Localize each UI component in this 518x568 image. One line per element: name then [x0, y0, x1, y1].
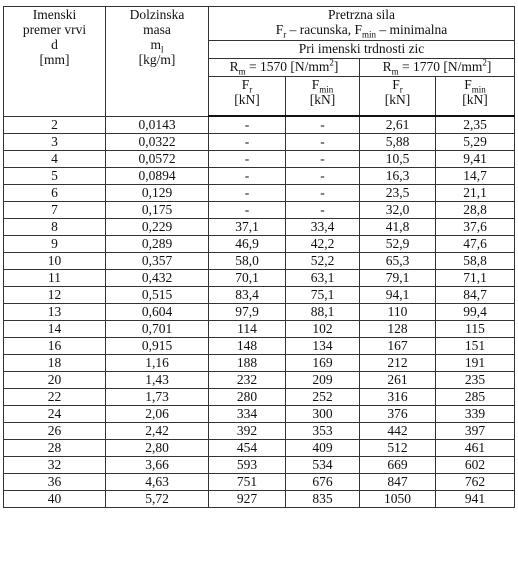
cell-mass: 2,42 — [106, 423, 209, 440]
cell-fmin-1570: 42,2 — [286, 236, 360, 253]
cell-fr-1570: - — [209, 168, 286, 185]
table-row — [4, 440, 515, 457]
cell-fmin-1570: 534 — [286, 457, 360, 474]
cell-fr-1770: 167 — [360, 338, 436, 355]
header-nominal-diameter: Imenski premer vrvi d [mm] — [4, 7, 106, 117]
cell-mass: 0,229 — [106, 219, 209, 236]
cell-fr-1770: 94,1 — [360, 287, 436, 304]
cell-diameter: 8 — [4, 219, 106, 236]
cell-fr-1570: 114 — [209, 321, 286, 338]
cell-diameter: 32 — [4, 457, 106, 474]
cell-fmin-1570: 209 — [286, 372, 360, 389]
cell-fr-1770: 512 — [360, 440, 436, 457]
cell-fr-1770: 52,9 — [360, 236, 436, 253]
cell-diameter: 28 — [4, 440, 106, 457]
cell-fr-1770: 442 — [360, 423, 436, 440]
table-row — [4, 406, 515, 423]
cell-diameter: 9 — [4, 236, 106, 253]
header-linear-mass: Dolzinska masa $m_l$ [kg/m] — [106, 7, 209, 117]
table-row — [4, 116, 515, 134]
table-row — [4, 236, 515, 253]
cell-diameter: 11 — [4, 270, 106, 287]
cell-fmin-1770: 602 — [436, 457, 515, 474]
cell-mass: 0,0894 — [106, 168, 209, 185]
cell-diameter: 40 — [4, 491, 106, 508]
table-row — [4, 304, 515, 321]
cell-fr-1570: - — [209, 151, 286, 168]
cell-fmin-1770: 235 — [436, 372, 515, 389]
cell-fmin-1570: - — [286, 168, 360, 185]
cell-fmin-1770: 21,1 — [436, 185, 515, 202]
table-row — [4, 185, 515, 202]
table-row — [4, 168, 515, 185]
cell-diameter: 26 — [4, 423, 106, 440]
cell-fr-1770: 376 — [360, 406, 436, 423]
rope-breaking-force-table-container — [3, 6, 514, 508]
cell-fmin-1770: 5,29 — [436, 134, 515, 151]
cell-fmin-1770: 14,7 — [436, 168, 515, 185]
table-row — [4, 253, 515, 270]
table-row — [4, 151, 515, 168]
cell-mass: 0,0572 — [106, 151, 209, 168]
cell-fr-1770: 41,8 — [360, 219, 436, 236]
cell-fmin-1770: 762 — [436, 474, 515, 491]
cell-fr-1570: 334 — [209, 406, 286, 423]
cell-fr-1570: 37,1 — [209, 219, 286, 236]
cell-fr-1570: 83,4 — [209, 287, 286, 304]
cell-fmin-1770: 99,4 — [436, 304, 515, 321]
cell-fmin-1570: 102 — [286, 321, 360, 338]
table-row — [4, 491, 515, 508]
cell-mass: 0,175 — [106, 202, 209, 219]
table-row — [4, 474, 515, 491]
header-rm-1570: $R_m = 1570$ $[N/mm^2]$ — [209, 59, 360, 77]
cell-fmin-1570: 353 — [286, 423, 360, 440]
cell-fr-1770: 16,3 — [360, 168, 436, 185]
cell-mass: 4,63 — [106, 474, 209, 491]
cell-mass: 0,357 — [106, 253, 209, 270]
table-row — [4, 270, 515, 287]
cell-diameter: 36 — [4, 474, 106, 491]
cell-fmin-1570: 88,1 — [286, 304, 360, 321]
cell-fr-1570: - — [209, 134, 286, 151]
cell-fmin-1770: 2,35 — [436, 116, 515, 134]
cell-fmin-1770: 84,7 — [436, 287, 515, 304]
cell-fmin-1570: 33,4 — [286, 219, 360, 236]
cell-fr-1770: 261 — [360, 372, 436, 389]
cell-fr-1770: 10,5 — [360, 151, 436, 168]
cell-fmin-1770: 37,6 — [436, 219, 515, 236]
cell-diameter: 22 — [4, 389, 106, 406]
cell-mass: 0,432 — [106, 270, 209, 287]
rope-breaking-force-table — [3, 6, 515, 508]
cell-fr-1570: 280 — [209, 389, 286, 406]
cell-fmin-1570: 676 — [286, 474, 360, 491]
cell-mass: 3,66 — [106, 457, 209, 474]
cell-fr-1770: 128 — [360, 321, 436, 338]
cell-diameter: 18 — [4, 355, 106, 372]
cell-fmin-1770: 9,41 — [436, 151, 515, 168]
table-row — [4, 219, 515, 236]
table-row — [4, 338, 515, 355]
cell-fr-1770: 2,61 — [360, 116, 436, 134]
cell-fr-1770: 212 — [360, 355, 436, 372]
cell-diameter: 3 — [4, 134, 106, 151]
cell-fr-1770: 79,1 — [360, 270, 436, 287]
cell-diameter: 7 — [4, 202, 106, 219]
header-fr-1770: $F_r$ [kN] — [360, 77, 436, 117]
table-row — [4, 457, 515, 474]
cell-mass: 0,515 — [106, 287, 209, 304]
header-breaking-force: Pretrzna sila $F_r$ – racunska, $F_{min}$ – minimalna — [209, 7, 515, 41]
table-body — [4, 116, 515, 508]
cell-fr-1570: - — [209, 116, 286, 134]
cell-fmin-1570: 835 — [286, 491, 360, 508]
table-row — [4, 389, 515, 406]
cell-fr-1570: 232 — [209, 372, 286, 389]
cell-fmin-1570: - — [286, 202, 360, 219]
cell-fr-1570: 751 — [209, 474, 286, 491]
table-row — [4, 287, 515, 304]
cell-mass: 1,16 — [106, 355, 209, 372]
cell-fmin-1770: 339 — [436, 406, 515, 423]
header-rm-1770: $R_m = 1770$ $[N/mm^2]$ — [360, 59, 515, 77]
cell-diameter: 13 — [4, 304, 106, 321]
cell-fr-1770: 1050 — [360, 491, 436, 508]
cell-fr-1570: 97,9 — [209, 304, 286, 321]
cell-fr-1770: 316 — [360, 389, 436, 406]
cell-fr-1570: 188 — [209, 355, 286, 372]
cell-mass: 0,129 — [106, 185, 209, 202]
cell-mass: 0,0322 — [106, 134, 209, 151]
table-header — [4, 7, 515, 117]
cell-fr-1570: 148 — [209, 338, 286, 355]
cell-fr-1570: 392 — [209, 423, 286, 440]
cell-diameter: 4 — [4, 151, 106, 168]
header-nominal-strength: Pri imenski trdnosti zic — [209, 41, 515, 59]
cell-fmin-1770: 941 — [436, 491, 515, 508]
table-row — [4, 355, 515, 372]
header-fmin-1770: $F_{min}$ [kN] — [436, 77, 515, 117]
cell-fr-1570: 58,0 — [209, 253, 286, 270]
cell-diameter: 14 — [4, 321, 106, 338]
cell-fr-1770: 110 — [360, 304, 436, 321]
cell-fmin-1770: 71,1 — [436, 270, 515, 287]
cell-mass: 5,72 — [106, 491, 209, 508]
cell-fr-1770: 847 — [360, 474, 436, 491]
header-fmin-1570: $F_{min}$ [kN] — [286, 77, 360, 117]
cell-fmin-1570: - — [286, 151, 360, 168]
table-row — [4, 321, 515, 338]
cell-fmin-1570: - — [286, 185, 360, 202]
table-row — [4, 372, 515, 389]
cell-fr-1570: - — [209, 202, 286, 219]
header-fr-1570: $F_r$ [kN] — [209, 77, 286, 117]
cell-mass: 0,0143 — [106, 116, 209, 134]
cell-diameter: 6 — [4, 185, 106, 202]
cell-fmin-1770: 115 — [436, 321, 515, 338]
cell-diameter: 24 — [4, 406, 106, 423]
cell-mass: 0,915 — [106, 338, 209, 355]
cell-fr-1570: - — [209, 185, 286, 202]
cell-fmin-1770: 461 — [436, 440, 515, 457]
cell-fmin-1770: 151 — [436, 338, 515, 355]
cell-diameter: 10 — [4, 253, 106, 270]
cell-diameter: 2 — [4, 116, 106, 134]
cell-fmin-1570: 252 — [286, 389, 360, 406]
cell-fmin-1570: 63,1 — [286, 270, 360, 287]
cell-fr-1570: 70,1 — [209, 270, 286, 287]
cell-mass: 0,701 — [106, 321, 209, 338]
cell-fmin-1570: 134 — [286, 338, 360, 355]
cell-fmin-1770: 47,6 — [436, 236, 515, 253]
cell-fmin-1770: 191 — [436, 355, 515, 372]
cell-fmin-1770: 397 — [436, 423, 515, 440]
cell-fmin-1570: 75,1 — [286, 287, 360, 304]
cell-diameter: 5 — [4, 168, 106, 185]
cell-diameter: 20 — [4, 372, 106, 389]
cell-mass: 2,06 — [106, 406, 209, 423]
cell-fr-1570: 927 — [209, 491, 286, 508]
cell-mass: 0,604 — [106, 304, 209, 321]
cell-fr-1770: 32,0 — [360, 202, 436, 219]
cell-mass: 2,80 — [106, 440, 209, 457]
cell-fr-1570: 593 — [209, 457, 286, 474]
cell-fr-1770: 23,5 — [360, 185, 436, 202]
cell-mass: 1,43 — [106, 372, 209, 389]
cell-diameter: 16 — [4, 338, 106, 355]
cell-diameter: 12 — [4, 287, 106, 304]
table-row — [4, 134, 515, 151]
cell-fmin-1570: 52,2 — [286, 253, 360, 270]
cell-fmin-1770: 285 — [436, 389, 515, 406]
cell-fmin-1570: - — [286, 116, 360, 134]
cell-fmin-1570: 300 — [286, 406, 360, 423]
cell-mass: 0,289 — [106, 236, 209, 253]
cell-fmin-1570: - — [286, 134, 360, 151]
cell-fr-1770: 669 — [360, 457, 436, 474]
header-force-legend: $F_r$ – racunska, $F_{min}$ – minimalna — [275, 22, 448, 40]
cell-fr-1570: 46,9 — [209, 236, 286, 253]
table-row — [4, 423, 515, 440]
cell-fmin-1770: 58,8 — [436, 253, 515, 270]
table-row — [4, 202, 515, 219]
cell-mass: 1,73 — [106, 389, 209, 406]
cell-fmin-1570: 409 — [286, 440, 360, 457]
cell-fr-1570: 454 — [209, 440, 286, 457]
cell-fmin-1770: 28,8 — [436, 202, 515, 219]
cell-fr-1770: 65,3 — [360, 253, 436, 270]
cell-fmin-1570: 169 — [286, 355, 360, 372]
cell-fr-1770: 5,88 — [360, 134, 436, 151]
